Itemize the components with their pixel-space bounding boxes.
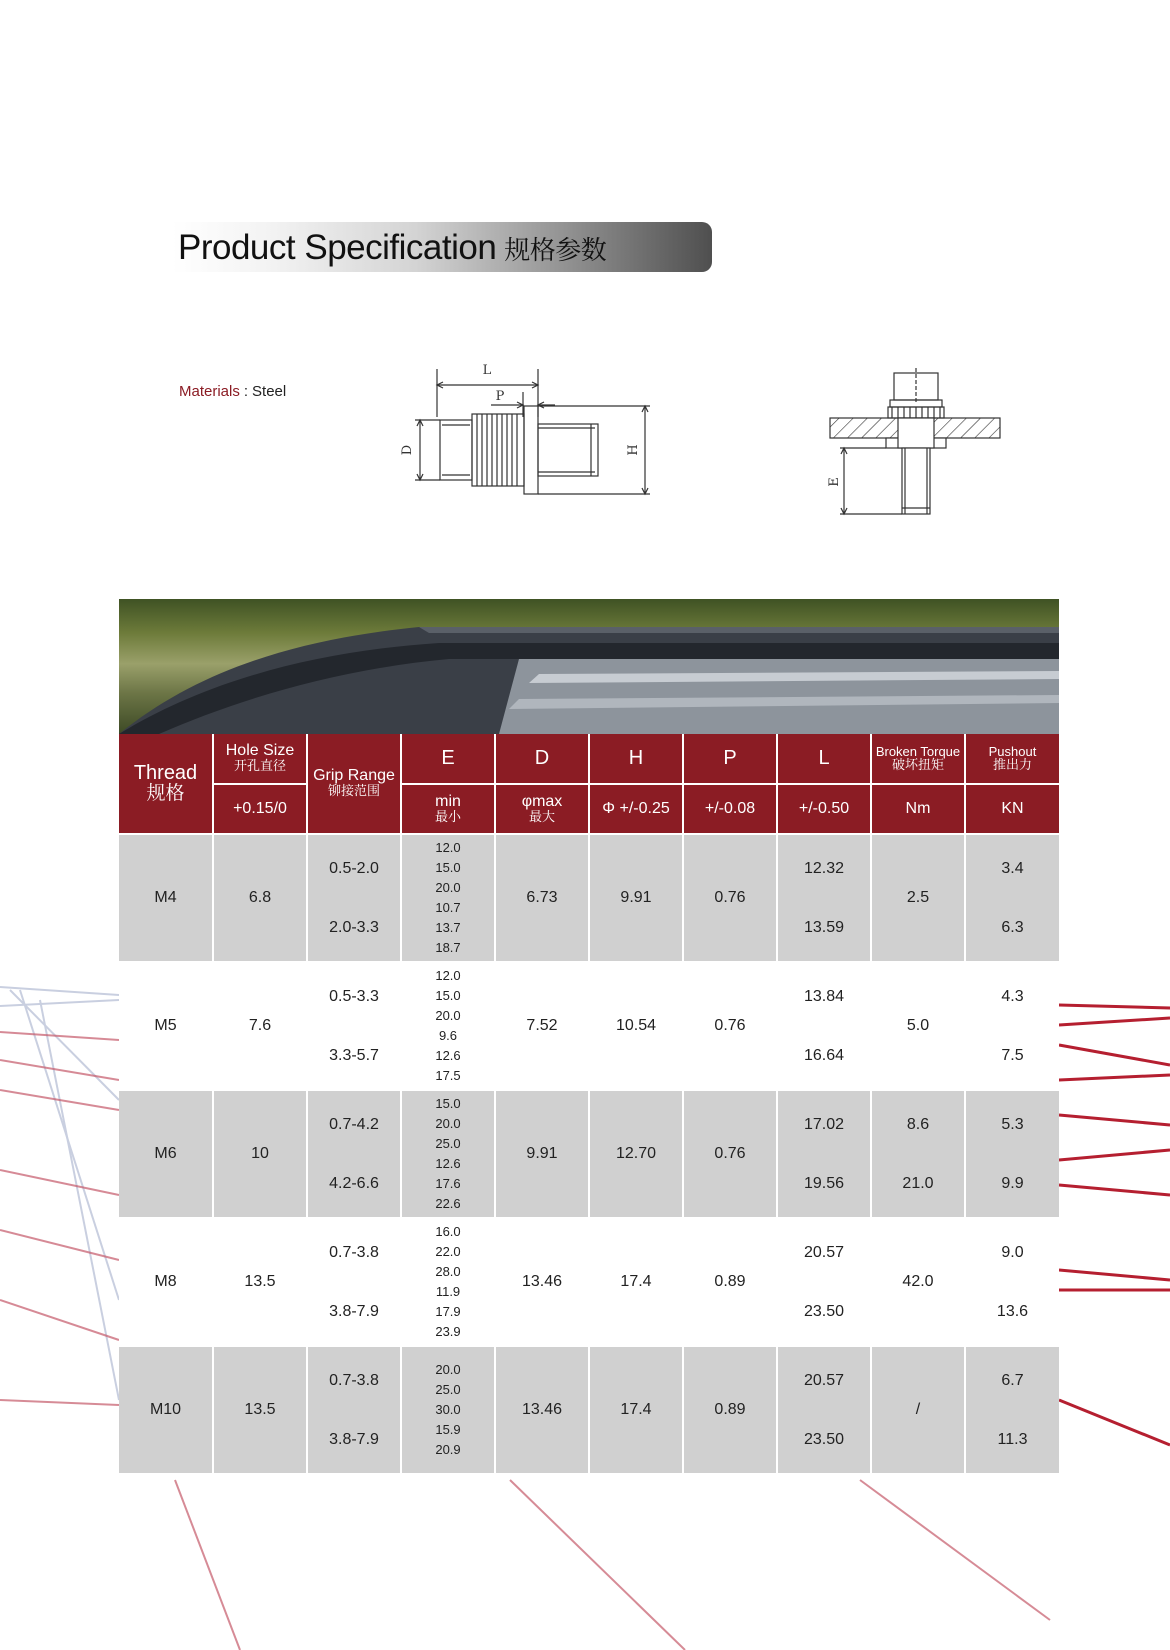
broken-torque-cell xyxy=(871,1218,965,1346)
l-value: 20.57 xyxy=(803,1243,845,1261)
header-hole-tolerance: +0.15/0 xyxy=(213,784,307,834)
l-value: 16.64 xyxy=(803,1046,845,1064)
h-value: 17.4 xyxy=(620,1273,652,1290)
e-min-value: 25.0 xyxy=(435,1382,461,1397)
pushout-value: 7.5 xyxy=(1001,1046,1024,1064)
pushout-value: 6.7 xyxy=(1001,1371,1024,1389)
grip-range-value: 0.7-4.2 xyxy=(329,1115,379,1133)
header-torque-cn: 破坏扭矩 xyxy=(891,757,944,773)
e-min-value: 15.0 xyxy=(435,988,461,1003)
page-title xyxy=(178,226,606,270)
grip-range-value: 2.0-3.3 xyxy=(329,918,379,936)
l-value: 12.32 xyxy=(803,859,845,877)
h-value: 17.4 xyxy=(620,1401,652,1418)
d-max-value: 13.46 xyxy=(521,1401,563,1418)
header-thread-cn: 规格 xyxy=(146,782,185,805)
e-min-value: 16.0 xyxy=(435,1224,461,1239)
e-min-value: 12.0 xyxy=(435,840,461,855)
pushout-value: 5.3 xyxy=(1001,1115,1024,1133)
e-min-value: 20.0 xyxy=(435,1008,461,1023)
e-min-value: 15.9 xyxy=(435,1422,461,1437)
hole-size-cell xyxy=(213,834,307,962)
header-thread xyxy=(119,734,213,834)
e-min-value: 17.6 xyxy=(435,1176,461,1191)
p-cell xyxy=(683,834,777,962)
l-value: 17.02 xyxy=(803,1115,845,1133)
thread-value: M10 xyxy=(149,1401,182,1418)
header-torque-en: Broken Torque xyxy=(875,743,961,759)
e-min-cell xyxy=(401,1090,495,1218)
l-cell xyxy=(777,1346,871,1474)
p-cell xyxy=(683,962,777,1090)
hole-size-cell xyxy=(213,1218,307,1346)
header-push-cn: 推出力 xyxy=(992,757,1032,773)
thread-cell xyxy=(119,1090,213,1218)
e-min-value: 15.0 xyxy=(435,860,461,875)
thread-cell xyxy=(119,834,213,962)
d-max-value: 9.91 xyxy=(526,1145,558,1162)
e-min-value: 12.0 xyxy=(435,968,461,983)
grip-range-cell xyxy=(307,1090,401,1218)
e-min-value: 20.0 xyxy=(435,1362,461,1377)
e-min-cell xyxy=(401,1218,495,1346)
e-min-value: 20.9 xyxy=(435,1442,461,1457)
e-min-value: 22.0 xyxy=(435,1244,461,1259)
l-cell xyxy=(777,834,871,962)
e-min-value: 13.7 xyxy=(435,920,461,935)
table-row xyxy=(119,1346,1059,1474)
materials-line xyxy=(179,383,286,400)
l-value: 20.57 xyxy=(803,1371,845,1389)
hole-size-value: 10 xyxy=(251,1145,269,1162)
table-row xyxy=(119,962,1059,1090)
header-grip-cn: 铆接范围 xyxy=(327,784,380,800)
grip-range-value: 4.2-6.6 xyxy=(329,1174,379,1192)
l-value: 23.50 xyxy=(803,1302,845,1320)
e-min-cell xyxy=(401,962,495,1090)
p-value: 0.76 xyxy=(714,889,746,906)
table-row xyxy=(119,1218,1059,1346)
car-roof-photo xyxy=(119,599,1059,734)
broken-torque-value: / xyxy=(915,1401,921,1418)
header-p-tolerance: +/-0.08 xyxy=(683,784,777,834)
grip-range-cell xyxy=(307,962,401,1090)
e-min-value: 18.7 xyxy=(435,940,461,955)
d-max-cell xyxy=(495,1090,589,1218)
d-max-value: 13.46 xyxy=(521,1273,563,1290)
p-cell xyxy=(683,1090,777,1218)
l-value: 13.59 xyxy=(803,918,845,936)
header-l: L xyxy=(777,734,871,784)
broken-torque-value: 8.6 xyxy=(906,1115,930,1133)
e-min-cell xyxy=(401,1346,495,1474)
d-max-value: 7.52 xyxy=(526,1017,558,1034)
p-value: 0.89 xyxy=(714,1401,746,1418)
materials-label: Materials xyxy=(179,383,240,400)
header-h-tolerance: Φ +/-0.25 xyxy=(589,784,683,834)
e-min-value: 17.5 xyxy=(435,1068,461,1083)
p-cell xyxy=(683,1218,777,1346)
l-cell xyxy=(777,1218,871,1346)
e-min-value: 12.6 xyxy=(435,1048,461,1063)
pushout-cell xyxy=(965,834,1059,962)
pushout-cell xyxy=(965,1346,1059,1474)
pushout-value: 3.4 xyxy=(1001,859,1024,877)
h-cell xyxy=(589,1090,683,1218)
dim-label-H: H xyxy=(626,444,641,456)
d-max-cell xyxy=(495,834,589,962)
header-hole-en: Hole Size xyxy=(225,742,295,760)
header-grip-en: Grip Range xyxy=(313,767,395,785)
page-title-en: Product Specification xyxy=(178,228,497,267)
p-cell xyxy=(683,1346,777,1474)
broken-torque-cell xyxy=(871,1090,965,1218)
pushout-value: 13.6 xyxy=(996,1302,1029,1320)
header-thread-en: Thread xyxy=(133,762,198,785)
e-min-value: 20.0 xyxy=(435,1116,461,1131)
pushout-value: 9.9 xyxy=(1001,1174,1024,1192)
header-p: P xyxy=(683,734,777,784)
rivet-nut-side-view-drawing xyxy=(395,362,665,502)
l-value: 13.84 xyxy=(803,987,845,1005)
thread-value: M6 xyxy=(154,1145,177,1162)
header-e: E xyxy=(401,734,495,784)
grip-range-value: 0.7-3.8 xyxy=(329,1371,379,1389)
broken-torque-value: 2.5 xyxy=(906,889,930,906)
h-cell xyxy=(589,1346,683,1474)
grip-range-value: 0.5-3.3 xyxy=(329,987,379,1005)
thread-value: M4 xyxy=(154,889,177,906)
d-max-cell xyxy=(495,1218,589,1346)
header-l-tolerance: +/-0.50 xyxy=(777,784,871,834)
dim-label-D: D xyxy=(400,444,415,456)
header-push-en: Pushout xyxy=(988,743,1037,759)
h-cell xyxy=(589,962,683,1090)
dim-label-P: P xyxy=(495,389,505,404)
broken-torque-cell xyxy=(871,1346,965,1474)
dim-label-E: E xyxy=(827,477,842,487)
grip-range-cell xyxy=(307,834,401,962)
d-max-cell xyxy=(495,962,589,1090)
h-value: 12.70 xyxy=(615,1145,657,1162)
grip-range-value: 3.8-7.9 xyxy=(329,1430,379,1448)
spec-table xyxy=(119,734,1059,1475)
e-min-value: 30.0 xyxy=(435,1402,461,1417)
pushout-value: 9.0 xyxy=(1001,1243,1024,1261)
grip-range-value: 3.3-5.7 xyxy=(329,1046,379,1064)
header-broken-torque xyxy=(871,734,965,784)
d-max-value: 6.73 xyxy=(526,889,558,906)
pushout-cell xyxy=(965,1218,1059,1346)
header-e-sub: min 最小 xyxy=(401,784,495,834)
rivet-nut-installed-view-drawing xyxy=(820,366,1020,526)
hole-size-cell xyxy=(213,962,307,1090)
header-hole-size xyxy=(213,734,307,784)
header-torque-unit: Nm xyxy=(871,784,965,834)
header-h: H xyxy=(589,734,683,784)
e-min-value: 23.9 xyxy=(435,1324,461,1339)
header-pushout xyxy=(965,734,1059,784)
l-value: 23.50 xyxy=(803,1430,845,1448)
e-min-value: 9.6 xyxy=(438,1028,458,1043)
pushout-value: 11.3 xyxy=(997,1430,1028,1448)
l-cell xyxy=(777,1090,871,1218)
dim-label-L: L xyxy=(482,363,492,378)
e-min-value: 15.0 xyxy=(435,1096,461,1111)
spec-table-body xyxy=(119,834,1059,1474)
broken-torque-value: 42.0 xyxy=(902,1273,934,1290)
header-d-sub: φmax 最大 xyxy=(495,784,589,834)
e-min-value: 11.9 xyxy=(435,1284,461,1299)
hole-size-value: 13.5 xyxy=(244,1401,276,1418)
hole-size-cell xyxy=(213,1346,307,1474)
hole-size-value: 13.5 xyxy=(244,1273,276,1290)
hole-size-cell xyxy=(213,1090,307,1218)
grip-range-value: 0.7-3.8 xyxy=(329,1243,379,1261)
pushout-value: 4.3 xyxy=(1001,987,1024,1005)
materials-separator: : xyxy=(243,383,249,400)
header-d: D xyxy=(495,734,589,784)
pushout-cell xyxy=(965,1090,1059,1218)
e-min-value: 17.9 xyxy=(435,1304,461,1319)
h-value: 9.91 xyxy=(620,889,652,906)
p-value: 0.76 xyxy=(714,1017,746,1034)
header-hole-cn: 开孔直径 xyxy=(233,759,286,775)
thread-value: M5 xyxy=(154,1017,177,1034)
pushout-value: 6.3 xyxy=(1001,918,1024,936)
header-grip-range xyxy=(307,734,401,834)
e-min-value: 25.0 xyxy=(435,1136,461,1151)
thread-cell xyxy=(119,1346,213,1474)
d-max-cell xyxy=(495,1346,589,1474)
thread-cell xyxy=(119,1218,213,1346)
hole-size-value: 6.8 xyxy=(248,889,272,906)
grip-range-cell xyxy=(307,1218,401,1346)
materials-value: Steel xyxy=(252,383,287,400)
h-value: 10.54 xyxy=(615,1017,657,1034)
broken-torque-value: 21.0 xyxy=(902,1174,934,1192)
e-min-value: 10.7 xyxy=(435,900,461,915)
broken-torque-cell xyxy=(871,834,965,962)
e-min-value: 12.6 xyxy=(435,1156,461,1171)
l-cell xyxy=(777,962,871,1090)
e-min-value: 20.0 xyxy=(435,880,461,895)
thread-value: M8 xyxy=(154,1273,177,1290)
table-row xyxy=(119,834,1059,962)
e-min-cell xyxy=(401,834,495,962)
pushout-cell xyxy=(965,962,1059,1090)
h-cell xyxy=(589,1218,683,1346)
e-min-value: 22.6 xyxy=(435,1196,461,1211)
p-value: 0.89 xyxy=(714,1273,746,1290)
broken-torque-cell xyxy=(871,962,965,1090)
h-cell xyxy=(589,834,683,962)
page-title-cn: 规格参数 xyxy=(504,236,607,266)
broken-torque-value: 5.0 xyxy=(906,1017,930,1034)
thread-cell xyxy=(119,962,213,1090)
p-value: 0.76 xyxy=(714,1145,746,1162)
grip-range-cell xyxy=(307,1346,401,1474)
header-push-unit: KN xyxy=(965,784,1059,834)
l-value: 19.56 xyxy=(803,1174,845,1192)
table-row xyxy=(119,1090,1059,1218)
grip-range-value: 0.5-2.0 xyxy=(329,859,379,877)
e-min-value: 28.0 xyxy=(435,1264,461,1279)
grip-range-value: 3.8-7.9 xyxy=(329,1302,379,1320)
hole-size-value: 7.6 xyxy=(248,1017,272,1034)
